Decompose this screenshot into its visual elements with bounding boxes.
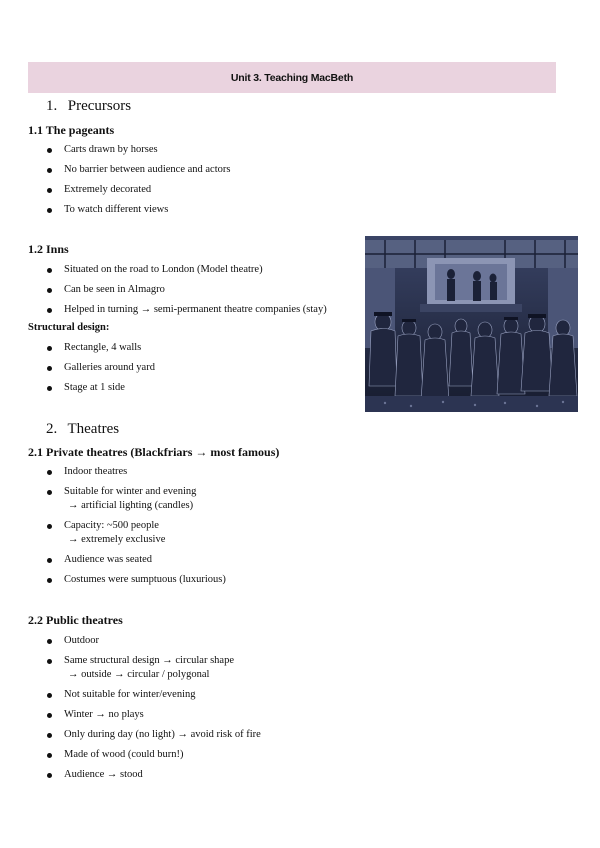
public-theatres-list [0, 634, 261, 788]
bullet-icon [47, 188, 52, 193]
bullet-icon [47, 148, 52, 153]
list-item: Suitable for winter and evening → artificial lighting (candles) [0, 485, 226, 513]
section-heading-theatres [46, 421, 119, 438]
bullet-icon [47, 308, 52, 313]
bullet-icon [47, 386, 52, 391]
unit-title: Unit 3. Teaching MacBeth [230, 71, 354, 84]
inn-yard-performance-icon [365, 236, 578, 412]
bullet-icon [47, 168, 52, 173]
list-item: No barrier between audience and actors [0, 163, 230, 177]
list-item: Can be seen in Almagro [0, 283, 327, 297]
bullet-icon [47, 773, 52, 778]
bullet-icon [47, 288, 52, 293]
list-item: Extremely decorated [0, 183, 230, 197]
list-item: Stage at 1 side [0, 381, 155, 395]
list-item: Rectangle, 4 walls [0, 341, 155, 355]
list-item: Situated on the road to London (Model theatre) [0, 263, 327, 277]
inns-list [0, 263, 327, 323]
list-item: Outdoor [0, 634, 261, 648]
unit-title-banner [28, 62, 556, 93]
list-item: To watch different views [0, 203, 230, 217]
bullet-icon [47, 490, 52, 495]
bullet-icon [47, 639, 52, 644]
bullet-icon [47, 659, 52, 664]
structural-design-heading: Structural design: [28, 322, 110, 333]
list-item: Not suitable for winter/evening [0, 688, 261, 702]
bullet-icon [47, 268, 52, 273]
list-item: Indoor theatres [0, 465, 226, 479]
section-number: 2. [46, 421, 58, 437]
list-item: Made of wood (could burn!) [0, 748, 261, 762]
bullet-icon [47, 346, 52, 351]
bullet-icon [47, 578, 52, 583]
section-title: Precursors [67, 98, 132, 114]
bullet-icon [47, 524, 52, 529]
bullet-icon [47, 366, 52, 371]
list-item: Costumes were sumptuous (luxurious) [0, 573, 226, 587]
list-item: Same structural design → circular shape → outside → circular / polygonal [0, 654, 261, 682]
section-title: Theatres [67, 421, 120, 437]
subheading-pageants: 1.1 The pageants [28, 123, 115, 137]
structural-design-list [0, 341, 155, 401]
list-item: Helped in turning → semi-permanent theatre companies (stay) [0, 303, 327, 317]
list-item: Winter → no plays [0, 708, 261, 722]
subheading-private-theatres: 2.1 Private theatres (Blackfriars → most famous) [28, 445, 280, 459]
section-heading-precursors [46, 98, 131, 115]
bullet-icon [47, 558, 52, 563]
list-item: Carts drawn by horses [0, 143, 230, 157]
subheading-inns: 1.2 Inns [28, 242, 69, 256]
list-item: Audience was seated [0, 553, 226, 567]
list-item: Audience → stood [0, 768, 261, 782]
list-item: Galleries around yard [0, 361, 155, 375]
list-item: Only during day (no light) → avoid risk of fire [0, 728, 261, 742]
bullet-icon [47, 208, 52, 213]
bullet-icon [47, 713, 52, 718]
inn-yard-illustration [365, 236, 578, 412]
bullet-icon [47, 470, 52, 475]
section-number: 1. [46, 98, 58, 114]
private-theatres-list [0, 465, 226, 593]
bullet-icon [47, 693, 52, 698]
list-item: Capacity: ~500 people → extremely exclusive [0, 519, 226, 547]
subheading-public-theatres: 2.2 Public theatres [28, 613, 123, 627]
bullet-icon [47, 753, 52, 758]
pageants-list [0, 143, 230, 223]
bullet-icon [47, 733, 52, 738]
